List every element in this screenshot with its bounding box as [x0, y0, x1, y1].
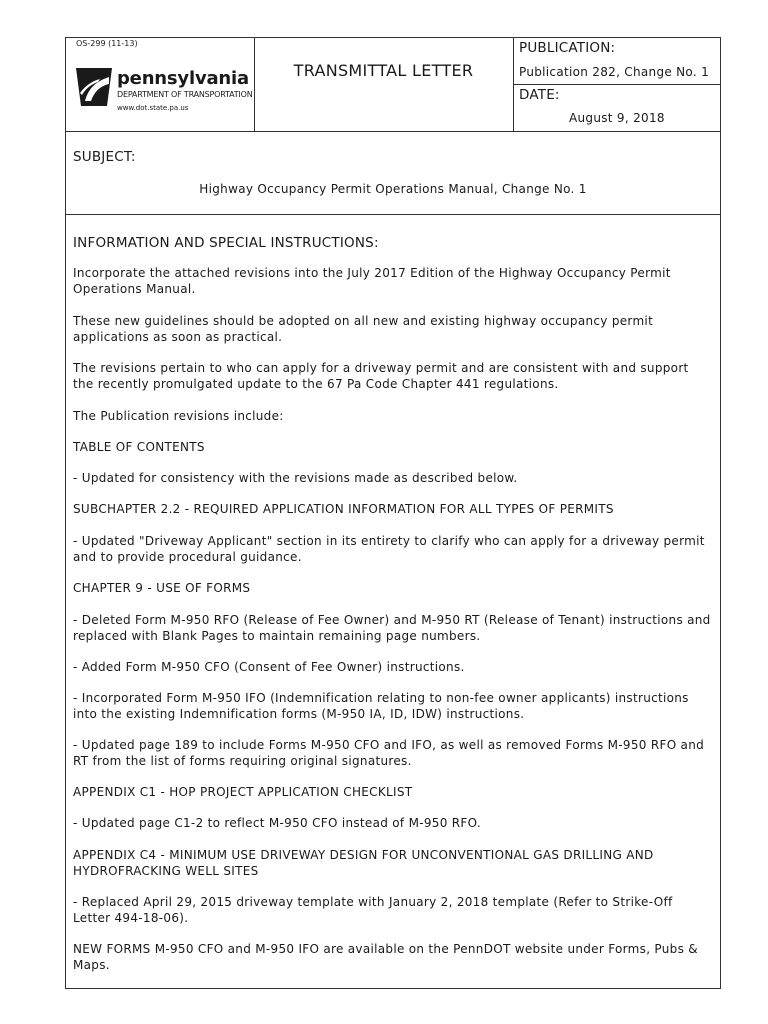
form-number: OS-299 (11-13)	[76, 39, 138, 48]
paragraph: - Replaced April 29, 2015 driveway template with January 2, 2018 template (Refer to Strike-Off Letter 494-18-06).	[73, 895, 673, 925]
publication-label: PUBLICATION:	[519, 40, 616, 56]
publication-box	[513, 38, 720, 85]
subject-label: SUBJECT:	[73, 149, 136, 165]
date-label: DATE:	[519, 87, 560, 103]
section-heading: SUBCHAPTER 2.2 - REQUIRED APPLICATION INFORMATION FOR ALL TYPES OF PERMITS	[73, 502, 614, 516]
website-url: www.dot.state.pa.us	[117, 104, 189, 112]
document-title: TRANSMITTAL LETTER	[293, 61, 474, 80]
department-name: DEPARTMENT OF TRANSPORTATION	[117, 90, 253, 99]
section-heading: CHAPTER 9 - USE OF FORMS	[73, 581, 251, 595]
section-heading: APPENDIX C4 - MINIMUM USE DRIVEWAY DESIGN FOR UNCONVENTIONAL GAS DRILLING AND HYDROFRACKING WELL SITES	[73, 848, 654, 878]
paragraph: The Publication revisions include:	[73, 409, 284, 423]
subject-section	[66, 131, 720, 215]
paragraph: - Incorporated Form M-950 IFO (Indemnification relating to non-fee owner applicants) instructions into the existing Indemnification forms (M-950 IA, ID, IDW) instructions.	[73, 691, 689, 721]
keystone-icon	[76, 68, 112, 106]
paragraph: These new guidelines should be adopted on all new and existing highway occupancy permit applications as soon as practical.	[73, 314, 654, 344]
date-value: August 9, 2018	[569, 111, 665, 125]
paragraph: - Updated "Driveway Applicant" section in its entirety to clarify who can apply for a driveway permit and to provide procedural guidance.	[73, 534, 705, 564]
publication-value: Publication 282, Change No. 1	[519, 65, 710, 79]
section-heading: APPENDIX C1 - HOP PROJECT APPLICATION CHECKLIST	[73, 785, 413, 799]
information-heading: INFORMATION AND SPECIAL INSTRUCTIONS:	[73, 235, 379, 251]
subject-value: Highway Occupancy Permit Operations Manual, Change No. 1	[199, 182, 587, 196]
paragraph: NEW FORMS M-950 CFO and M-950 IFO are available on the PennDOT website under Forms, Pubs & Maps.	[73, 942, 698, 972]
header-row	[66, 38, 720, 132]
paragraph: - Deleted Form M-950 RFO (Release of Fee Owner) and M-950 RT (Release of Tenant) instructions and replaced with Blank Pages to maintain remaining page numbers.	[73, 613, 711, 643]
paragraph: Incorporate the attached revisions into the July 2017 Edition of the Highway Occupancy Permit Operations Manual.	[73, 266, 671, 296]
title-cell	[254, 38, 514, 131]
paragraph: - Updated page 189 to include Forms M-950 CFO and IFO, as well as removed Forms M-950 RFO and RT from the list of forms requiring original signatures.	[73, 738, 705, 768]
paragraph: - Added Form M-950 CFO (Consent of Fee Owner) instructions.	[73, 660, 465, 674]
paragraph: The revisions pertain to who can apply for a driveway permit and are consistent with and support the recently promulgated update to the 67 Pa Code Chapter 441 regulations.	[73, 361, 689, 391]
section-heading: TABLE OF CONTENTS	[73, 440, 205, 454]
transmittal-letter-form	[65, 37, 721, 989]
logo-cell	[66, 38, 255, 131]
publication-cell	[513, 38, 720, 131]
paragraph: - Updated page C1-2 to reflect M-950 CFO instead of M-950 RFO.	[73, 816, 481, 830]
paragraph: - Updated for consistency with the revisions made as described below.	[73, 471, 518, 485]
pennsylvania-wordmark: pennsylvania	[117, 68, 249, 89]
